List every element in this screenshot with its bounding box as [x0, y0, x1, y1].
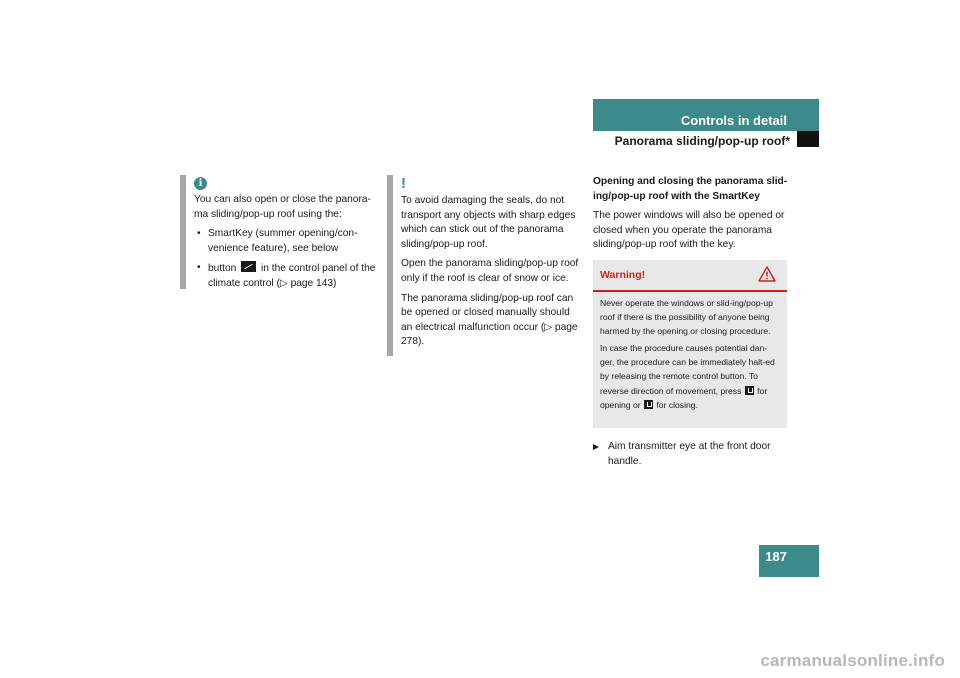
caution-note: [401, 177, 583, 355]
list-item-text: SmartKey (summer opening/con-venience feature), see below: [208, 228, 358, 254]
instruction-step: [593, 440, 789, 469]
page-number: 187: [765, 549, 787, 564]
watermark: carmanualsonline.info: [760, 651, 945, 670]
caution-note-bar: [387, 175, 393, 356]
main-content: [593, 175, 791, 258]
list-item-text: in the control panel of the climate control (▷ page 143): [208, 263, 376, 289]
main-heading: Opening and closing the panorama slid-ing/pop-up roof with the SmartKey: [593, 176, 788, 202]
info-note-intro: You can also open or close the panora-ma sliding/pop-up roof using the:: [194, 194, 371, 220]
caution-paragraph-1: To avoid damaging the seals, do not transport any objects with sharp edges which can stick out of the panorama sliding/pop-up roof.: [401, 195, 576, 250]
arrow-right-icon: [593, 444, 599, 450]
info-icon: i: [194, 177, 207, 190]
section-tab-marker: [797, 131, 819, 147]
instruction-text: Aim transmitter eye at the front door handle.: [608, 441, 771, 467]
info-note: [194, 177, 376, 297]
section-title: Controls in detail: [680, 113, 787, 128]
warning-paragraph-2: [600, 341, 780, 411]
warning-body: [593, 292, 787, 412]
warning-header: [593, 260, 787, 292]
main-paragraph: The power windows will also be opened or closed when you operate the panorama sliding/pop-up roof with the key.: [593, 210, 785, 251]
warning-text: for opening or: [600, 385, 768, 410]
warning-box: [593, 260, 787, 428]
caution-paragraph-3: The panorama sliding/pop-up roof can be opened or closed manually should an electrical malfunction occur (▷ page 278).: [401, 292, 578, 348]
climate-button-icon: [241, 261, 256, 272]
info-note-list: [194, 227, 376, 291]
warning-text: In case the procedure causes potential dan-ger, the procedure can be immediately halt-ed by releasing the remote control button. To reverse direction of movement, press: [600, 343, 775, 396]
subsection-title: Panorama sliding/pop-up roof*: [614, 134, 790, 148]
warning-paragraph-1: Never operate the windows or slid-ing/pop-up roof if there is the possibility of anyone being harmed by the opening or closing procedure.: [600, 298, 773, 337]
warning-triangle-icon: [758, 266, 776, 282]
info-note-bar: [180, 175, 186, 289]
lock-button-icon: [644, 400, 653, 409]
warning-title: Warning!: [600, 269, 646, 281]
list-item: [194, 261, 376, 291]
list-item-text: button: [208, 263, 237, 275]
unlock-button-icon: [745, 386, 754, 395]
exclamation-icon: !: [401, 175, 406, 192]
caution-paragraph-2: Open the panorama sliding/pop-up roof only if the roof is clear of snow or ice.: [401, 258, 579, 284]
list-item: [194, 227, 376, 256]
warning-text: for closing.: [656, 399, 698, 410]
